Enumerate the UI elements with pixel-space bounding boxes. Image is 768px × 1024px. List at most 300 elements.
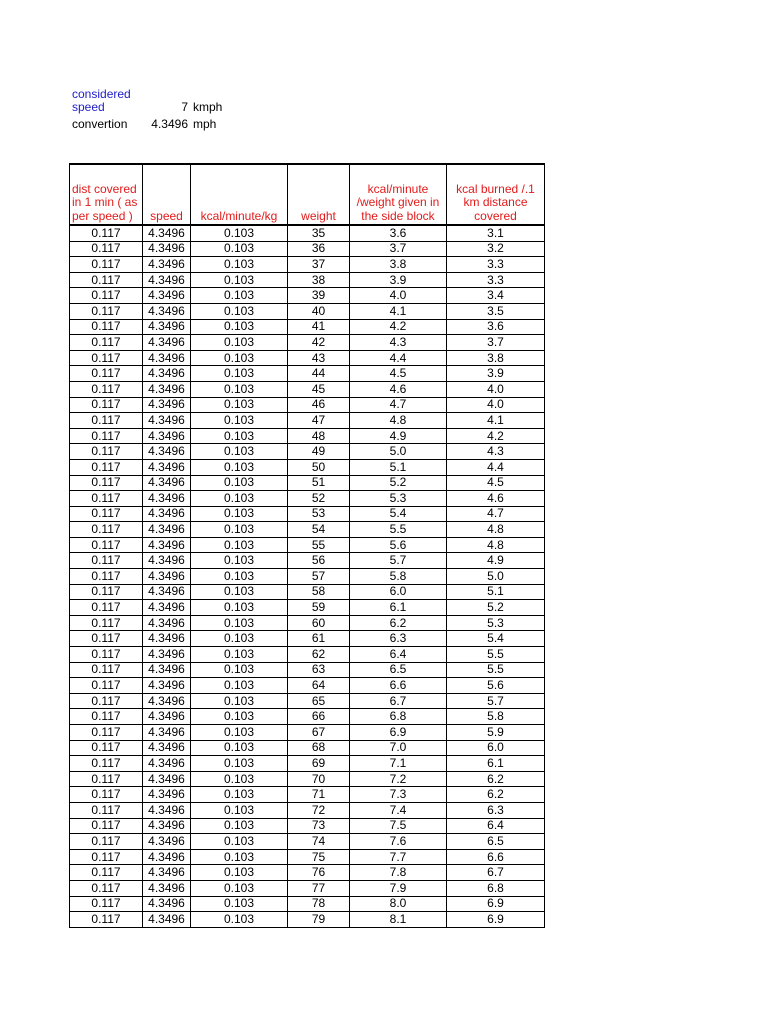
kcal-burned-cell: 4.4 (447, 459, 545, 475)
kcal-per-weight-cell: 6.4 (350, 647, 447, 663)
table-row (70, 662, 545, 678)
kcal-burned-cell: 6.4 (447, 818, 545, 834)
distance-cell: 0.117 (70, 335, 143, 351)
weight-cell: 46 (288, 397, 350, 413)
distance-cell: 0.117 (70, 491, 143, 507)
kcal-burned-cell: 4.2 (447, 428, 545, 444)
kcal-per-kg-cell: 0.103 (191, 771, 288, 787)
kcal-burned-cell: 6.2 (447, 771, 545, 787)
distance-cell: 0.117 (70, 818, 143, 834)
kcal-per-weight-cell: 5.2 (350, 475, 447, 491)
table-row (70, 350, 545, 366)
table-row (70, 288, 545, 304)
speed-cell: 4.3496 (143, 802, 191, 818)
speed-cell: 4.3496 (143, 725, 191, 741)
kcal-burned-cell: 5.4 (447, 631, 545, 647)
kcal-per-weight-cell: 4.3 (350, 335, 447, 351)
kcal-per-kg-cell: 0.103 (191, 569, 288, 585)
speed-unit: kmph (193, 100, 223, 114)
kcal-per-kg-cell: 0.103 (191, 818, 288, 834)
kcal-per-weight-cell: 4.0 (350, 288, 447, 304)
distance-cell: 0.117 (70, 475, 143, 491)
weight-cell: 52 (288, 491, 350, 507)
distance-cell: 0.117 (70, 366, 143, 382)
speed-cell: 4.3496 (143, 381, 191, 397)
speed-cell: 4.3496 (143, 678, 191, 694)
table-row (70, 537, 545, 553)
kcal-per-kg-cell: 0.103 (191, 600, 288, 616)
kcal-burned-cell: 5.6 (447, 678, 545, 694)
conversion-label: convertion (72, 117, 128, 131)
speed-cell: 4.3496 (143, 818, 191, 834)
distance-cell: 0.117 (70, 802, 143, 818)
kcal-per-weight-cell: 7.4 (350, 802, 447, 818)
table-row (70, 787, 545, 803)
distance-cell: 0.117 (70, 896, 143, 912)
table-row (70, 678, 545, 694)
weight-cell: 35 (288, 225, 350, 241)
weight-cell: 70 (288, 771, 350, 787)
kcal-burned-cell: 6.6 (447, 849, 545, 865)
speed-cell: 4.3496 (143, 849, 191, 865)
kcal-per-weight-cell: 6.6 (350, 678, 447, 694)
table-row (70, 553, 545, 569)
kcal-burned-cell: 3.1 (447, 225, 545, 241)
kcal-per-weight-cell: 5.1 (350, 459, 447, 475)
speed-cell: 4.3496 (143, 428, 191, 444)
distance-cell: 0.117 (70, 647, 143, 663)
kcal-per-kg-cell: 0.103 (191, 350, 288, 366)
distance-cell: 0.117 (70, 428, 143, 444)
table-row (70, 631, 545, 647)
distance-cell: 0.117 (70, 787, 143, 803)
weight-cell: 68 (288, 740, 350, 756)
table-row (70, 771, 545, 787)
speed-cell: 4.3496 (143, 600, 191, 616)
table-row (70, 709, 545, 725)
kcal-burned-cell: 3.2 (447, 241, 545, 257)
weight-cell: 75 (288, 849, 350, 865)
kcal-per-kg-cell: 0.103 (191, 802, 288, 818)
kcal-per-kg-cell: 0.103 (191, 491, 288, 507)
table-row (70, 272, 545, 288)
kcal-per-kg-cell: 0.103 (191, 257, 288, 273)
weight-cell: 41 (288, 319, 350, 335)
kcal-per-kg-cell: 0.103 (191, 787, 288, 803)
table-row (70, 241, 545, 257)
distance-cell: 0.117 (70, 709, 143, 725)
weight-cell: 63 (288, 662, 350, 678)
kcal-burned-cell: 5.8 (447, 709, 545, 725)
speed-cell: 4.3496 (143, 303, 191, 319)
kcal-per-kg-cell: 0.103 (191, 241, 288, 257)
weight-cell: 54 (288, 522, 350, 538)
table-row (70, 397, 545, 413)
distance-cell: 0.117 (70, 241, 143, 257)
distance-cell: 0.117 (70, 225, 143, 241)
speed-cell: 4.3496 (143, 771, 191, 787)
weight-cell: 43 (288, 350, 350, 366)
distance-cell: 0.117 (70, 600, 143, 616)
table-row (70, 896, 545, 912)
kcal-burned-cell: 5.0 (447, 569, 545, 585)
weight-cell: 57 (288, 569, 350, 585)
speed-cell: 4.3496 (143, 693, 191, 709)
kcal-per-kg-cell: 0.103 (191, 459, 288, 475)
kcal-per-weight-cell: 5.5 (350, 522, 447, 538)
table-row (70, 818, 545, 834)
kcal-burned-cell: 5.9 (447, 725, 545, 741)
weight-cell: 62 (288, 647, 350, 663)
speed-label: speed (72, 100, 105, 114)
table-row (70, 459, 545, 475)
distance-cell: 0.117 (70, 350, 143, 366)
weight-cell: 36 (288, 241, 350, 257)
kcal-per-weight-cell: 6.9 (350, 725, 447, 741)
distance-cell: 0.117 (70, 880, 143, 896)
speed-cell: 4.3496 (143, 615, 191, 631)
weight-cell: 64 (288, 678, 350, 694)
table-row (70, 912, 545, 928)
kcal-per-kg-cell: 0.103 (191, 366, 288, 382)
speed-cell: 4.3496 (143, 787, 191, 803)
kcal-per-kg-cell: 0.103 (191, 584, 288, 600)
speed-cell: 4.3496 (143, 647, 191, 663)
kcal-per-kg-cell: 0.103 (191, 865, 288, 881)
kcal-per-weight-cell: 7.5 (350, 818, 447, 834)
kcal-per-weight-cell: 7.0 (350, 740, 447, 756)
weight-cell: 61 (288, 631, 350, 647)
kcal-per-weight-cell: 4.1 (350, 303, 447, 319)
kcal-per-weight-cell: 5.6 (350, 537, 447, 553)
column-header-weight: weight (288, 164, 350, 225)
kcal-per-kg-cell: 0.103 (191, 444, 288, 460)
table-row (70, 584, 545, 600)
kcal-burned-cell: 3.7 (447, 335, 545, 351)
distance-cell: 0.117 (70, 693, 143, 709)
considered-label: considered (72, 87, 131, 101)
weight-cell: 40 (288, 303, 350, 319)
kcal-burned-cell: 6.7 (447, 865, 545, 881)
kcal-per-kg-cell: 0.103 (191, 615, 288, 631)
speed-value: 7 (181, 100, 188, 114)
distance-cell: 0.117 (70, 522, 143, 538)
speed-cell: 4.3496 (143, 319, 191, 335)
weight-cell: 78 (288, 896, 350, 912)
conversion-unit: mph (193, 117, 217, 131)
kcal-per-kg-cell: 0.103 (191, 381, 288, 397)
kcal-per-weight-cell: 3.9 (350, 272, 447, 288)
calorie-table (69, 163, 545, 928)
kcal-burned-cell: 6.8 (447, 880, 545, 896)
weight-cell: 38 (288, 272, 350, 288)
kcal-per-kg-cell: 0.103 (191, 319, 288, 335)
kcal-per-kg-cell: 0.103 (191, 225, 288, 241)
kcal-burned-cell: 5.2 (447, 600, 545, 616)
kcal-burned-cell: 5.5 (447, 647, 545, 663)
table-row (70, 725, 545, 741)
speed-cell: 4.3496 (143, 491, 191, 507)
speed-cell: 4.3496 (143, 413, 191, 429)
distance-cell: 0.117 (70, 756, 143, 772)
kcal-burned-cell: 4.8 (447, 522, 545, 538)
speed-cell: 4.3496 (143, 335, 191, 351)
column-header-kcal-per-weight: kcal/minute /weight given in the side block (350, 164, 447, 225)
table-row (70, 849, 545, 865)
kcal-per-kg-cell: 0.103 (191, 880, 288, 896)
kcal-per-weight-cell: 4.4 (350, 350, 447, 366)
kcal-per-kg-cell: 0.103 (191, 428, 288, 444)
table-row (70, 303, 545, 319)
speed-cell: 4.3496 (143, 880, 191, 896)
speed-cell: 4.3496 (143, 553, 191, 569)
kcal-per-weight-cell: 6.8 (350, 709, 447, 725)
kcal-per-kg-cell: 0.103 (191, 272, 288, 288)
kcal-per-weight-cell: 5.8 (350, 569, 447, 585)
speed-cell: 4.3496 (143, 834, 191, 850)
kcal-burned-cell: 3.4 (447, 288, 545, 304)
kcal-per-weight-cell: 3.8 (350, 257, 447, 273)
distance-cell: 0.117 (70, 912, 143, 928)
table-row (70, 225, 545, 241)
speed-cell: 4.3496 (143, 257, 191, 273)
kcal-per-weight-cell: 6.1 (350, 600, 447, 616)
kcal-burned-cell: 4.9 (447, 553, 545, 569)
distance-cell: 0.117 (70, 569, 143, 585)
weight-cell: 65 (288, 693, 350, 709)
table-body (70, 225, 545, 927)
kcal-burned-cell: 3.5 (447, 303, 545, 319)
weight-cell: 48 (288, 428, 350, 444)
kcal-burned-cell: 3.3 (447, 257, 545, 273)
kcal-per-kg-cell: 0.103 (191, 693, 288, 709)
kcal-per-weight-cell: 5.4 (350, 506, 447, 522)
kcal-per-weight-cell: 7.1 (350, 756, 447, 772)
distance-cell: 0.117 (70, 272, 143, 288)
table-row (70, 257, 545, 273)
weight-cell: 58 (288, 584, 350, 600)
table-row (70, 413, 545, 429)
speed-cell: 4.3496 (143, 537, 191, 553)
kcal-burned-cell: 5.7 (447, 693, 545, 709)
kcal-burned-cell: 4.7 (447, 506, 545, 522)
weight-cell: 39 (288, 288, 350, 304)
table-row (70, 506, 545, 522)
distance-cell: 0.117 (70, 553, 143, 569)
kcal-per-kg-cell: 0.103 (191, 537, 288, 553)
weight-cell: 59 (288, 600, 350, 616)
kcal-per-kg-cell: 0.103 (191, 912, 288, 928)
weight-cell: 47 (288, 413, 350, 429)
kcal-per-kg-cell: 0.103 (191, 647, 288, 663)
speed-cell: 4.3496 (143, 896, 191, 912)
kcal-per-weight-cell: 8.1 (350, 912, 447, 928)
distance-cell: 0.117 (70, 631, 143, 647)
weight-cell: 51 (288, 475, 350, 491)
speed-cell: 4.3496 (143, 288, 191, 304)
table-row (70, 834, 545, 850)
kcal-per-kg-cell: 0.103 (191, 631, 288, 647)
kcal-per-kg-cell: 0.103 (191, 678, 288, 694)
kcal-burned-cell: 6.0 (447, 740, 545, 756)
distance-cell: 0.117 (70, 771, 143, 787)
kcal-per-weight-cell: 7.9 (350, 880, 447, 896)
column-header-distance: dist covered in 1 min ( as per speed ) (70, 164, 143, 225)
kcal-per-weight-cell: 4.8 (350, 413, 447, 429)
header-row (70, 164, 545, 225)
kcal-per-weight-cell: 7.2 (350, 771, 447, 787)
distance-cell: 0.117 (70, 288, 143, 304)
table-row (70, 366, 545, 382)
table-row (70, 615, 545, 631)
speed-cell: 4.3496 (143, 569, 191, 585)
kcal-per-kg-cell: 0.103 (191, 475, 288, 491)
distance-cell: 0.117 (70, 740, 143, 756)
speed-cell: 4.3496 (143, 662, 191, 678)
kcal-per-kg-cell: 0.103 (191, 553, 288, 569)
kcal-per-kg-cell: 0.103 (191, 413, 288, 429)
kcal-per-kg-cell: 0.103 (191, 662, 288, 678)
weight-cell: 77 (288, 880, 350, 896)
kcal-per-weight-cell: 3.6 (350, 225, 447, 241)
kcal-burned-cell: 4.0 (447, 381, 545, 397)
weight-cell: 79 (288, 912, 350, 928)
kcal-burned-cell: 4.0 (447, 397, 545, 413)
kcal-burned-cell: 3.9 (447, 366, 545, 382)
weight-cell: 60 (288, 615, 350, 631)
table-row (70, 475, 545, 491)
kcal-per-weight-cell: 4.9 (350, 428, 447, 444)
table-row (70, 693, 545, 709)
kcal-burned-cell: 3.3 (447, 272, 545, 288)
kcal-per-kg-cell: 0.103 (191, 725, 288, 741)
kcal-per-kg-cell: 0.103 (191, 896, 288, 912)
kcal-per-weight-cell: 6.7 (350, 693, 447, 709)
table-row (70, 491, 545, 507)
kcal-per-kg-cell: 0.103 (191, 834, 288, 850)
speed-cell: 4.3496 (143, 366, 191, 382)
kcal-per-weight-cell: 7.8 (350, 865, 447, 881)
kcal-per-kg-cell: 0.103 (191, 709, 288, 725)
speed-cell: 4.3496 (143, 444, 191, 460)
distance-cell: 0.117 (70, 834, 143, 850)
weight-cell: 53 (288, 506, 350, 522)
weight-cell: 55 (288, 537, 350, 553)
kcal-per-weight-cell: 7.7 (350, 849, 447, 865)
speed-cell: 4.3496 (143, 241, 191, 257)
speed-cell: 4.3496 (143, 631, 191, 647)
kcal-per-weight-cell: 5.7 (350, 553, 447, 569)
kcal-per-weight-cell: 5.0 (350, 444, 447, 460)
kcal-burned-cell: 6.1 (447, 756, 545, 772)
kcal-per-weight-cell: 6.3 (350, 631, 447, 647)
table-row (70, 740, 545, 756)
kcal-burned-cell: 4.6 (447, 491, 545, 507)
distance-cell: 0.117 (70, 257, 143, 273)
distance-cell: 0.117 (70, 413, 143, 429)
table-row (70, 319, 545, 335)
weight-cell: 37 (288, 257, 350, 273)
distance-cell: 0.117 (70, 615, 143, 631)
table-row (70, 600, 545, 616)
table-row (70, 756, 545, 772)
kcal-burned-cell: 4.5 (447, 475, 545, 491)
weight-cell: 67 (288, 725, 350, 741)
kcal-per-weight-cell: 3.7 (350, 241, 447, 257)
table-row (70, 802, 545, 818)
kcal-burned-cell: 5.5 (447, 662, 545, 678)
speed-cell: 4.3496 (143, 912, 191, 928)
speed-cell: 4.3496 (143, 522, 191, 538)
kcal-per-weight-cell: 4.6 (350, 381, 447, 397)
weight-cell: 45 (288, 381, 350, 397)
kcal-per-weight-cell: 5.3 (350, 491, 447, 507)
speed-cell: 4.3496 (143, 350, 191, 366)
distance-cell: 0.117 (70, 444, 143, 460)
weight-cell: 42 (288, 335, 350, 351)
speed-cell: 4.3496 (143, 506, 191, 522)
distance-cell: 0.117 (70, 381, 143, 397)
conversion-value: 4.3496 (151, 117, 188, 131)
table-row (70, 647, 545, 663)
kcal-per-weight-cell: 8.0 (350, 896, 447, 912)
kcal-per-kg-cell: 0.103 (191, 740, 288, 756)
kcal-per-kg-cell: 0.103 (191, 506, 288, 522)
speed-cell: 4.3496 (143, 475, 191, 491)
weight-cell: 49 (288, 444, 350, 460)
kcal-burned-cell: 4.3 (447, 444, 545, 460)
speed-cell: 4.3496 (143, 397, 191, 413)
table-row (70, 865, 545, 881)
weight-cell: 74 (288, 834, 350, 850)
kcal-per-weight-cell: 6.0 (350, 584, 447, 600)
kcal-per-weight-cell: 6.2 (350, 615, 447, 631)
kcal-burned-cell: 5.3 (447, 615, 545, 631)
column-header-speed: speed (143, 164, 191, 225)
weight-cell: 73 (288, 818, 350, 834)
distance-cell: 0.117 (70, 537, 143, 553)
column-header-kcal-burned: kcal burned /.1 km distance covered (447, 164, 545, 225)
speed-cell: 4.3496 (143, 459, 191, 475)
kcal-burned-cell: 4.8 (447, 537, 545, 553)
kcal-per-kg-cell: 0.103 (191, 397, 288, 413)
kcal-per-weight-cell: 4.7 (350, 397, 447, 413)
kcal-per-weight-cell: 4.2 (350, 319, 447, 335)
kcal-burned-cell: 4.1 (447, 413, 545, 429)
kcal-per-weight-cell: 7.3 (350, 787, 447, 803)
kcal-burned-cell: 6.9 (447, 912, 545, 928)
distance-cell: 0.117 (70, 725, 143, 741)
distance-cell: 0.117 (70, 319, 143, 335)
table-row (70, 880, 545, 896)
speed-cell: 4.3496 (143, 709, 191, 725)
distance-cell: 0.117 (70, 303, 143, 319)
kcal-burned-cell: 6.5 (447, 834, 545, 850)
table-row (70, 381, 545, 397)
kcal-burned-cell: 6.3 (447, 802, 545, 818)
kcal-per-kg-cell: 0.103 (191, 522, 288, 538)
kcal-burned-cell: 6.2 (447, 787, 545, 803)
speed-cell: 4.3496 (143, 225, 191, 241)
column-header-kcal-per-kg: kcal/minute/kg (191, 164, 288, 225)
kcal-burned-cell: 3.6 (447, 319, 545, 335)
kcal-per-kg-cell: 0.103 (191, 849, 288, 865)
kcal-burned-cell: 6.9 (447, 896, 545, 912)
kcal-per-weight-cell: 7.6 (350, 834, 447, 850)
weight-cell: 50 (288, 459, 350, 475)
distance-cell: 0.117 (70, 849, 143, 865)
weight-cell: 76 (288, 865, 350, 881)
